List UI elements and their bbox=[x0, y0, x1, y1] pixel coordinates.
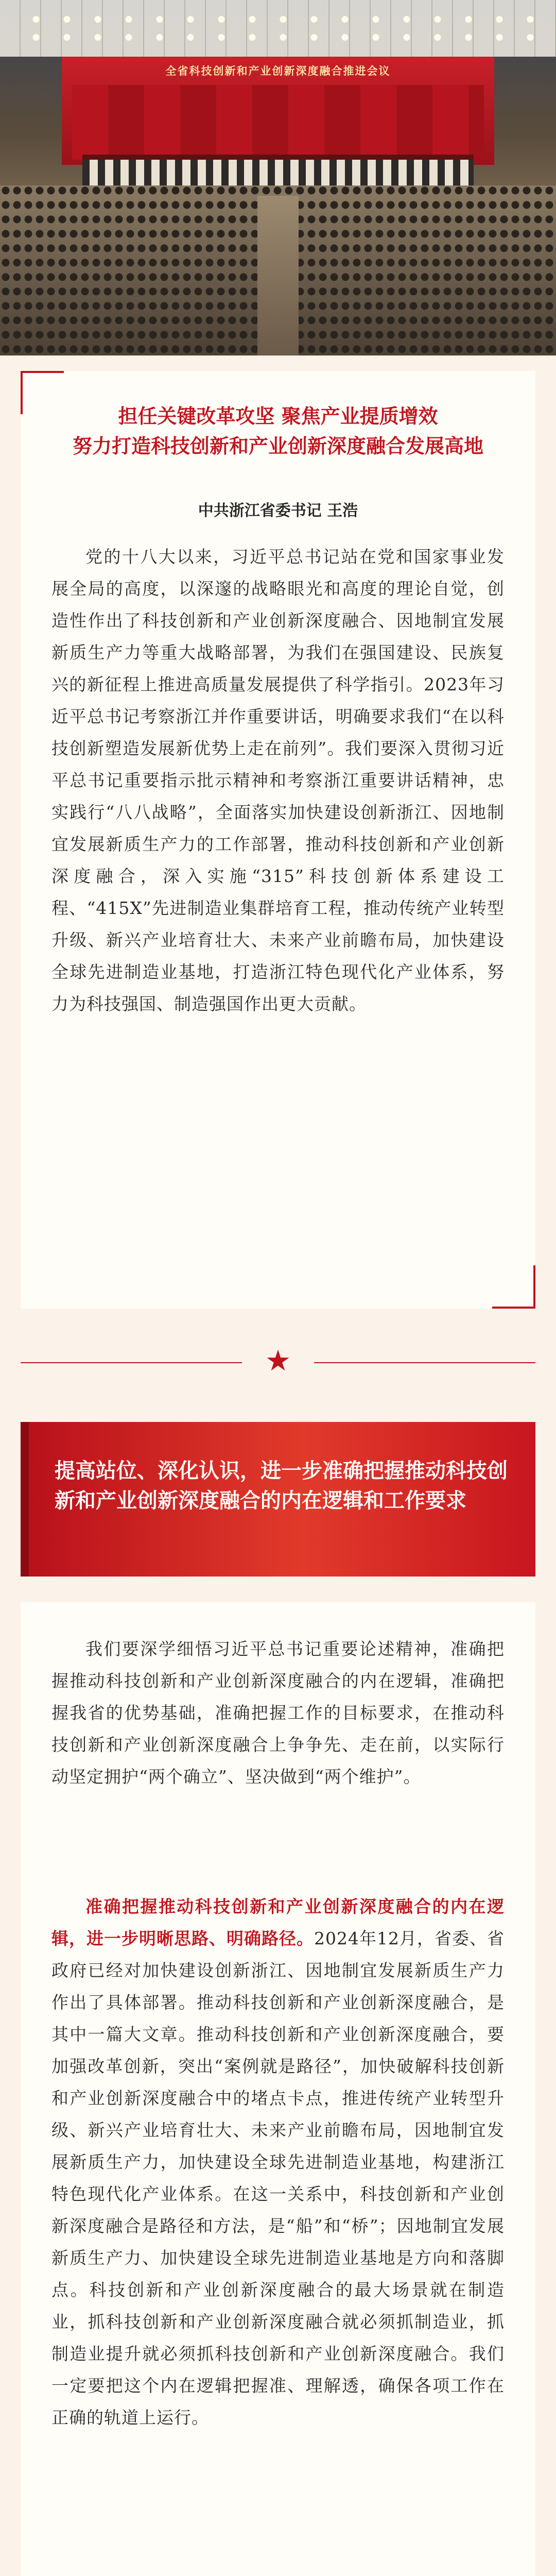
stage-backdrop bbox=[72, 85, 484, 160]
conference-banner: 全省科技创新和产业创新深度融合推进会议 bbox=[165, 65, 391, 77]
section-header-accent bbox=[21, 1422, 29, 1577]
section-heading: 提高站位、深化认识，进一步准确把握推动科技创新和产业创新深度融合的内在逻辑和工作要求 bbox=[55, 1459, 508, 1513]
section-header bbox=[21, 1422, 535, 1577]
corner-ornament-bottom-right bbox=[492, 1265, 535, 1309]
paragraph-2-body: 2024年12月，省委、省政府已经对加快建设创新浙江、因地制宜发展新质生产力作出了具体部署。推动科技创新和产业创新深度融合，是其中一篇大文章。推动科技创新和产业创新深度融合，要加强改革创新，突出“案例就是路径”，加快破解科技创新和产业创新深度融合中的堵点卡点，推进传统产业转型升级、新兴产业培育壮大、未来产业前瞻布局，因地制宜发展新质生产力，加快建设全球先进制造业基地，构建浙江特色现代化产业体系。在这一关系中，科技创新和产业创新深度融合是路径和方法，是“船”和“桥”；因地制宜发展新质生产力、加快建设全球先进制造业基地是方向和落脚点。科技创新和产业创新深度融合的最大场景就在制造业，抓科技创新和产业创新深度融合就必须抓制造业，抓制造业提升就必须抓科技创新和产业创新深度融合。我们一定要把这个内在逻辑把握准、理解透，确保各项工作在正确的轨道上运行。 bbox=[51, 1928, 505, 2428]
star-icon: ★ bbox=[265, 1344, 291, 1378]
section-divider bbox=[21, 1340, 535, 1386]
section-body-card bbox=[21, 1602, 535, 2576]
article-title-line2: 努力打造科技创新和产业创新深度融合发展高地 bbox=[72, 434, 483, 457]
ceiling-lights bbox=[21, 10, 535, 46]
divider-line-left bbox=[21, 1362, 242, 1363]
conference-photo bbox=[0, 0, 556, 355]
intro-paragraph: 党的十八大以来，习近平总书记站在党和国家事业发展全局的高度，以深邃的战略眼光和高度的理论自觉，创造性作出了科技创新和产业创新深度融合、因地制宜发展新质生产力等重大战略部署，为我们在强国建设、民族复兴的新征程上推进高质量发展提供了科学指引。2023年习近平总书记考察浙江并作重要讲话，明确要求我们“在以科技创新塑造发展新优势上走在前列”。我们要深入贯彻习近平总书记重要指示批示精神和考察浙江重要讲话精神，忠实践行“八八战略”，全面落实加快建设创新浙江、因地制宜发展新质生产力的工作部署，推动科技创新和产业创新深度融合，深入实施“315”科技创新体系建设工程、“415X”先进制造业集群培育工程，推动传统产业转型升级、新兴产业培育壮大、未来产业前瞻布局，加快建设全球先进制造业基地，打造浙江特色现代化产业体系，努力为科技强国、制造强国作出更大贡献。 bbox=[51, 547, 505, 1014]
section-paragraph-1: 我们要深学细悟习近平总书记重要论述精神，准确把握推动科技创新和产业创新深度融合的内在逻辑，准确把握我省的优势基础，准确把握工作的目标要求，在推动科技创新和产业创新深度融合上争争先、走在前，以实际行动坚定拥护“两个确立”、坚决做到“两个维护”。 bbox=[51, 1639, 505, 1787]
divider-line-right bbox=[314, 1362, 535, 1363]
center-aisle bbox=[257, 196, 299, 355]
paragraph-2-lead: 准确把握推动科技创新和产业创新深度融合的内在逻辑，进一步明晰思路、明确路径。 bbox=[51, 1896, 505, 1948]
intro-card bbox=[21, 371, 535, 1309]
article-title-line1: 担任关键改革攻坚 聚焦产业提质增效 bbox=[118, 404, 438, 428]
article-byline: 中共浙江省委书记 王浩 bbox=[198, 502, 358, 520]
section-paragraph-2 bbox=[51, 1891, 505, 2434]
